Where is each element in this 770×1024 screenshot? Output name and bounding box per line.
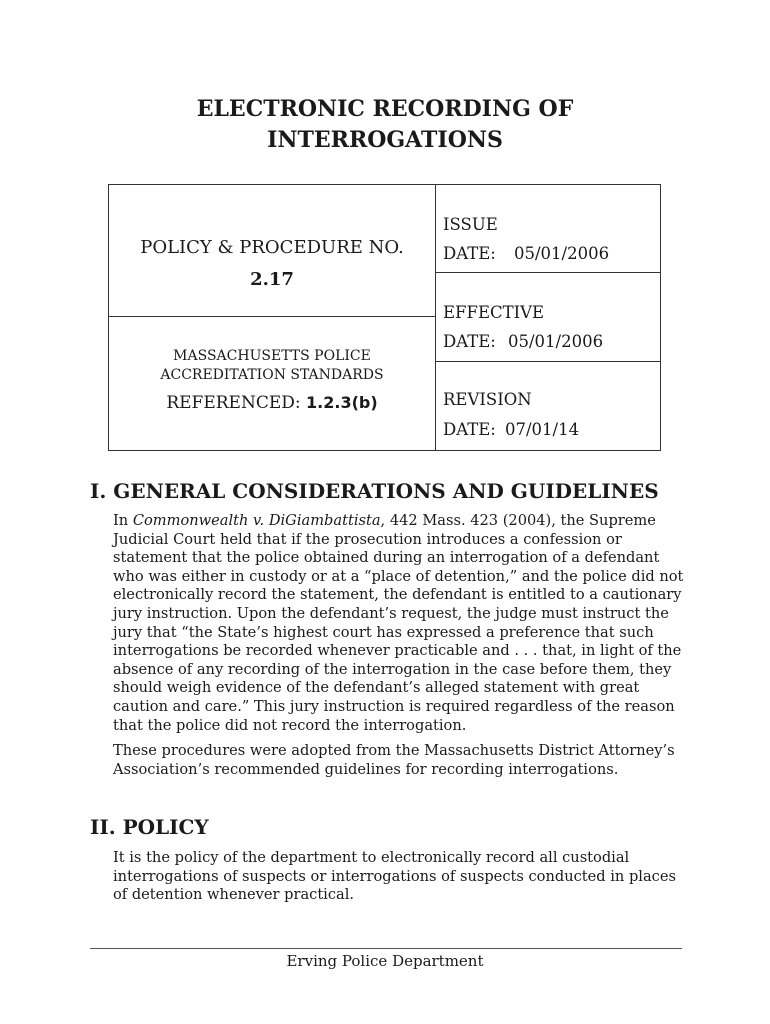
footer-divider	[90, 948, 682, 949]
issue-date-cell	[436, 185, 661, 273]
section-1-paragraph-1	[113, 512, 693, 735]
section-1-paragraph-2: These procedures were adopted from the Massachusetts District Attorney’s Association’s recommended guidelines for recording interrogations.	[113, 742, 675, 778]
p1-body: , 442 Mass. 423 (2004), the Supreme Judicial Court held that if the prosecution introduces a confession or statement that the police obtained during an interrogation of a defendant who was either in custody or at a “place of detention,” and the police did not electronically record the statement, the defendant is entitled to a cautionary jury instruction. Upon the defendant’s request, the judge must instruct the jury that “the State’s highest court has expressed a preference that such interrogations be recorded whenever practicable and . . . that, in light of the absence of any recording of the interrogation in the case before them, they should weigh evidence of the defendant’s alleged statement with great caution and care.” This jury instruction is required regardless of the reason that the police did not record the interrogation.	[113, 512, 684, 734]
policy-label: POLICY & PROCEDURE NO.	[140, 237, 404, 258]
section-2-heading: II. POLICY	[90, 815, 209, 839]
standards-cell	[109, 317, 436, 451]
effective-date-cell	[436, 273, 661, 362]
policy-number: 2.17	[250, 269, 294, 290]
standards-line-1: MASSACHUSETTS POLICE	[173, 348, 371, 364]
standards-text	[109, 347, 435, 385]
title-line-1: ELECTRONIC RECORDING OF	[196, 96, 574, 122]
effective-date-label: DATE:	[443, 332, 496, 351]
footer-text: Erving Police Department	[286, 952, 484, 970]
document-title	[0, 94, 770, 156]
standards-referenced	[109, 393, 435, 413]
section-2-paragraph-1: It is the policy of the department to electronically record all custodial interrogations of suspects or interrogations of suspects conducted in places of detention whenever practical.	[113, 849, 676, 904]
policy-header-table	[108, 184, 661, 451]
p1-prefix: In	[113, 512, 133, 529]
effective-label: EFFECTIVE	[443, 303, 545, 322]
case-citation: Commonwealth v. DiGiambattista	[132, 512, 381, 529]
referenced-label: REFERENCED:	[166, 393, 301, 413]
policy-number-cell	[109, 185, 436, 317]
revision-date-label: DATE:	[443, 420, 496, 439]
effective-date: 05/01/2006	[508, 332, 604, 351]
section-1-heading: I. GENERAL CONSIDERATIONS AND GUIDELINES	[90, 479, 659, 503]
issue-date-label: DATE:	[443, 244, 496, 263]
issue-label: ISSUE	[443, 215, 498, 234]
standards-line-2: ACCREDITATION STANDARDS	[160, 367, 384, 383]
revision-date-cell	[436, 362, 661, 451]
referenced-value: 1.2.3(b)	[306, 393, 378, 412]
revision-date: 07/01/14	[505, 420, 580, 439]
revision-label: REVISION	[443, 390, 532, 409]
issue-date: 05/01/2006	[514, 244, 610, 263]
title-line-2: INTERROGATIONS	[267, 127, 503, 153]
